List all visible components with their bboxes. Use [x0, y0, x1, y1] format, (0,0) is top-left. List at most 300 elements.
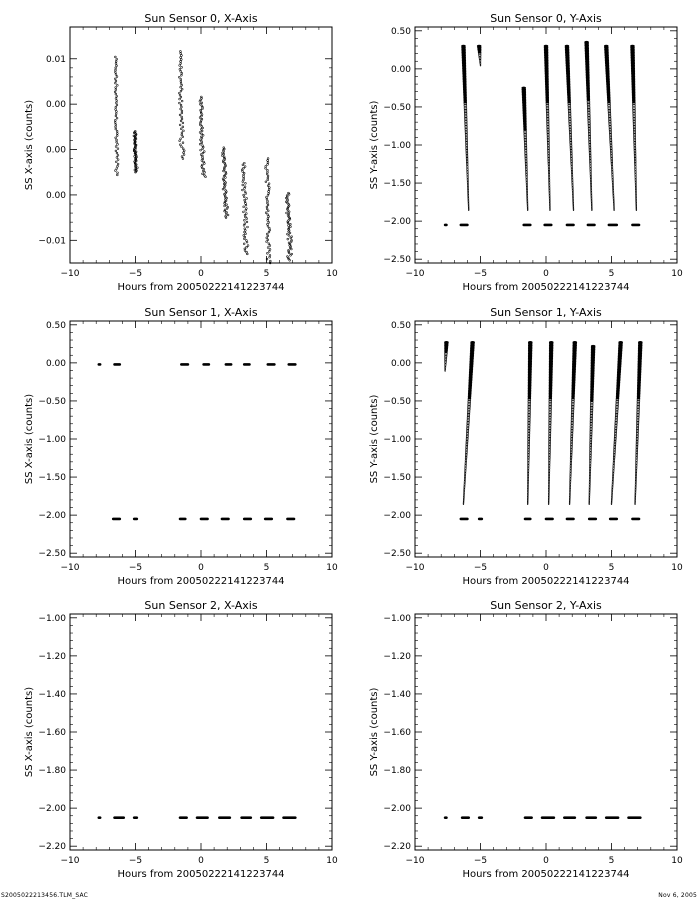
data-point: [181, 55, 183, 57]
x-tick-label: −5: [473, 563, 488, 573]
data-point: [181, 100, 183, 102]
data-streak: [461, 45, 469, 211]
data-point: [180, 57, 182, 59]
data-point: [115, 113, 117, 115]
data-point: [288, 234, 290, 236]
y-tick-label: 0.00: [45, 190, 66, 201]
y-tick-label: 0.50: [45, 320, 66, 331]
x-tick-label: 0: [198, 856, 204, 866]
data-point: [267, 171, 269, 173]
data-point: [288, 225, 290, 227]
x-tick-label: 5: [608, 856, 615, 866]
data-point: [115, 150, 117, 152]
footer-file-id: S2005022213456.TLM_SAC: [1, 892, 89, 899]
data-point: [115, 60, 117, 62]
data-point: [114, 82, 116, 84]
data-point: [223, 170, 225, 172]
data-point: [202, 173, 204, 175]
x-tick-label: −10: [405, 856, 425, 866]
data-point: [117, 159, 119, 161]
data-point: [268, 193, 270, 195]
data-point: [116, 139, 118, 141]
data-point: [224, 210, 226, 212]
data-point: [181, 132, 183, 134]
y-tick-label: −2.00: [383, 217, 411, 228]
data-point: [266, 237, 268, 239]
data-point: [266, 223, 268, 225]
data-point: [115, 89, 117, 91]
data-streak: [565, 45, 574, 211]
x-tick-label: 5: [263, 856, 270, 866]
data-streak: [589, 345, 595, 505]
data-point: [268, 243, 270, 245]
data-point: [266, 258, 268, 260]
data-point: [636, 209, 637, 211]
data-point: [202, 152, 204, 154]
data-point: [180, 138, 182, 140]
y-tick-label: −0.50: [383, 102, 411, 113]
data-point: [268, 183, 270, 185]
data-point: [116, 111, 118, 113]
data-point: [247, 226, 249, 228]
data-point: [290, 237, 292, 239]
chart-title: Sun Sensor 1, X-Axis: [144, 306, 258, 319]
data-point: [267, 179, 269, 181]
data-point: [289, 223, 291, 225]
chart-panel-5: [369, 599, 683, 880]
y-tick-label: −1.00: [383, 141, 411, 151]
y-tick-label: −1.40: [38, 689, 66, 700]
data-point: [179, 140, 181, 142]
data-point: [182, 158, 184, 160]
data-point: [117, 143, 119, 145]
y-tick-label: −1.20: [38, 651, 66, 662]
data-point: [117, 163, 119, 165]
data-point: [527, 503, 528, 505]
data-point: [246, 253, 248, 255]
data-point: [225, 213, 227, 215]
data-point: [242, 184, 244, 186]
data-point: [267, 185, 269, 187]
y-axis-label: SS X-axis (counts): [24, 99, 35, 191]
data-point: [246, 246, 248, 248]
data-point: [202, 148, 204, 150]
data-point: [203, 163, 205, 165]
x-tick-label: 10: [326, 563, 338, 573]
data-point: [265, 165, 267, 167]
data-point: [268, 187, 270, 189]
data-cluster: [285, 192, 292, 261]
plot-frame: [70, 321, 332, 557]
x-axis-label: Hours from 20050222141223744: [462, 282, 630, 293]
data-point: [268, 191, 270, 193]
x-tick-label: 10: [671, 563, 683, 573]
data-point: [268, 251, 270, 253]
y-tick-label: −1.60: [38, 728, 66, 738]
data-point: [199, 100, 201, 102]
data-point: [199, 143, 201, 145]
x-tick-label: −5: [128, 269, 143, 279]
data-point: [116, 76, 118, 78]
data-point: [243, 243, 245, 245]
data-point: [181, 116, 183, 118]
data-point: [266, 241, 268, 243]
data-point: [114, 122, 116, 124]
data-point: [268, 216, 270, 218]
x-tick-label: 0: [198, 269, 204, 279]
data-point: [183, 150, 185, 152]
y-tick-label: −1.00: [38, 613, 66, 624]
data-point: [201, 137, 203, 139]
data-point: [180, 53, 182, 55]
data-point: [115, 161, 117, 163]
y-tick-label: −2.50: [38, 549, 66, 560]
data-point: [548, 503, 549, 505]
x-tick-label: 0: [198, 563, 204, 573]
data-point: [266, 173, 268, 175]
data-point: [266, 198, 268, 200]
data-point: [527, 209, 528, 211]
data-point: [116, 95, 118, 97]
y-tick-label: −1.50: [38, 473, 66, 484]
data-point: [179, 94, 181, 96]
x-tick-label: −10: [60, 856, 80, 866]
x-tick-label: 0: [543, 856, 549, 866]
data-point: [179, 51, 181, 53]
data-point: [245, 204, 247, 206]
data-point: [267, 175, 269, 177]
data-point: [180, 74, 182, 76]
data-point: [222, 188, 224, 190]
data-point: [243, 206, 245, 208]
data-points: [445, 41, 639, 225]
data-point: [267, 210, 269, 212]
data-point: [205, 176, 207, 178]
data-point: [244, 187, 246, 189]
x-tick-label: 0: [543, 269, 549, 279]
x-tick-label: 10: [326, 856, 338, 866]
data-point: [181, 134, 183, 136]
data-point: [266, 233, 268, 235]
data-point: [227, 214, 229, 216]
y-tick-label: 0.00: [390, 358, 411, 369]
data-point: [201, 160, 203, 162]
data-streak: [544, 45, 550, 211]
data-point: [116, 65, 118, 67]
x-tick-label: 10: [671, 856, 683, 866]
x-axis-label: Hours from 20050222141223744: [117, 576, 285, 587]
x-tick-label: 5: [263, 563, 270, 573]
data-point: [269, 254, 271, 256]
chart-title: Sun Sensor 0, X-Axis: [144, 12, 258, 25]
y-axis-label: SS Y-axis (counts): [369, 394, 380, 484]
data-point: [269, 229, 271, 231]
x-axis-label: Hours from 20050222141223744: [117, 282, 285, 293]
data-point: [288, 211, 290, 213]
y-axis-label: SS Y-axis (counts): [369, 100, 380, 190]
data-point: [180, 108, 182, 110]
y-tick-label: 0.50: [390, 320, 411, 331]
data-point: [180, 78, 182, 80]
data-point: [569, 503, 570, 505]
y-tick-label: −0.50: [383, 396, 411, 407]
data-point: [115, 87, 117, 89]
data-streak: [630, 45, 636, 211]
data-point: [242, 164, 244, 166]
data-point: [179, 64, 181, 66]
data-point: [591, 209, 592, 211]
y-tick-label: −1.00: [383, 435, 411, 445]
data-point: [267, 225, 269, 227]
y-tick-label: −2.00: [383, 511, 411, 522]
y-tick-label: −2.50: [383, 549, 411, 560]
data-points: [99, 364, 296, 519]
data-point: [115, 137, 117, 139]
data-point: [115, 98, 117, 100]
data-point: [180, 104, 182, 106]
data-point: [267, 160, 269, 162]
data-cluster: [199, 96, 206, 178]
data-point: [182, 136, 184, 138]
y-tick-label: −1.80: [383, 766, 411, 777]
data-point: [244, 250, 246, 252]
data-point: [267, 239, 269, 241]
data-point: [116, 157, 118, 159]
data-point: [199, 131, 201, 133]
data-point: [179, 124, 181, 126]
data-point: [200, 149, 202, 151]
data-point: [468, 209, 469, 211]
data-cluster: [114, 56, 119, 176]
chart-panel-2: [24, 306, 338, 587]
y-tick-label: −0.01: [38, 236, 66, 247]
data-point: [115, 170, 117, 172]
y-tick-label: −2.00: [383, 804, 411, 815]
data-point: [635, 503, 636, 505]
data-point: [116, 104, 118, 106]
data-point: [116, 58, 118, 60]
x-tick-label: 10: [326, 269, 338, 279]
data-point: [115, 126, 117, 128]
data-point: [115, 63, 117, 65]
data-point: [225, 217, 227, 219]
data-point: [267, 235, 269, 237]
data-streak: [477, 45, 481, 66]
data-point: [181, 146, 183, 148]
data-point: [201, 142, 203, 144]
data-point: [181, 156, 183, 158]
data-point: [265, 167, 267, 169]
data-point: [115, 128, 117, 130]
data-point: [116, 130, 118, 132]
data-point: [182, 148, 184, 150]
data-point: [224, 205, 226, 207]
data-point: [265, 196, 267, 198]
data-point: [243, 219, 245, 221]
data-point: [267, 194, 269, 196]
x-axis-label: Hours from 20050222141223744: [462, 869, 630, 880]
data-point: [245, 209, 247, 211]
data-point: [116, 100, 118, 102]
chart-title: Sun Sensor 2, X-Axis: [144, 599, 258, 612]
data-point: [245, 233, 247, 235]
data-point: [286, 212, 288, 214]
data-point: [116, 117, 118, 119]
data-streak: [522, 87, 528, 211]
data-point: [115, 115, 117, 117]
data-point: [115, 67, 117, 69]
data-points: [444, 341, 642, 519]
data-point: [182, 122, 184, 124]
y-tick-label: −0.50: [38, 396, 66, 407]
data-point: [181, 84, 183, 86]
data-point: [268, 222, 270, 224]
data-point: [179, 114, 181, 116]
data-point: [287, 222, 289, 224]
data-point: [114, 119, 116, 121]
data-point: [204, 171, 206, 173]
data-point: [116, 135, 118, 137]
data-point: [221, 155, 223, 157]
data-point: [246, 221, 248, 223]
data-point: [243, 167, 245, 169]
data-point: [269, 249, 271, 251]
y-tick-label: −1.40: [383, 689, 411, 700]
data-point: [241, 189, 243, 191]
data-point: [445, 369, 446, 371]
data-point: [463, 503, 464, 505]
y-axis-label: SS X-axis (counts): [24, 393, 35, 485]
data-cluster: [178, 51, 185, 160]
data-point: [244, 216, 246, 218]
y-tick-label: −2.20: [38, 842, 66, 853]
data-point: [268, 227, 270, 229]
data-point: [116, 141, 118, 143]
data-point: [243, 224, 245, 226]
data-point: [180, 82, 182, 84]
y-tick-label: −1.00: [383, 613, 411, 624]
data-point: [178, 92, 180, 94]
data-point: [268, 189, 270, 191]
data-point: [115, 69, 117, 71]
data-point: [201, 133, 203, 135]
data-point: [266, 169, 268, 171]
data-point: [244, 182, 246, 184]
data-point: [269, 260, 271, 262]
data-point: [247, 245, 249, 247]
data-point: [201, 130, 203, 132]
data-point: [267, 220, 269, 222]
y-tick-label: −2.00: [38, 511, 66, 522]
chart-panel-4: [24, 599, 338, 880]
data-point: [226, 208, 228, 210]
y-tick-label: −2.20: [383, 842, 411, 853]
data-point: [243, 162, 245, 164]
y-tick-label: −1.20: [383, 651, 411, 662]
data-point: [115, 93, 117, 95]
y-axis-label: SS X-axis (counts): [24, 686, 35, 778]
data-point: [199, 117, 201, 119]
x-tick-label: −10: [60, 269, 80, 279]
data-streak: [611, 341, 623, 504]
data-point: [267, 214, 269, 216]
data-point: [181, 66, 183, 68]
data-point: [266, 252, 268, 254]
data-point: [183, 152, 185, 154]
y-tick-label: 0.00: [45, 100, 66, 111]
data-point: [115, 124, 117, 126]
plot-frame: [415, 614, 677, 850]
data-point: [269, 256, 271, 258]
data-point: [267, 162, 269, 164]
data-point: [290, 241, 292, 243]
data-point: [266, 208, 268, 210]
y-tick-label: −1.50: [383, 473, 411, 484]
data-point: [268, 231, 270, 233]
data-point: [180, 96, 182, 98]
data-point: [611, 503, 612, 505]
plot-frame: [70, 614, 332, 850]
data-streak: [527, 341, 532, 504]
data-point: [224, 202, 226, 204]
data-streak: [548, 341, 553, 504]
data-streak: [444, 341, 448, 371]
y-tick-label: −1.80: [38, 766, 66, 777]
y-tick-label: 0.00: [390, 64, 411, 75]
data-point: [179, 98, 181, 100]
chart-title: Sun Sensor 0, Y-Axis: [490, 12, 602, 25]
data-point: [269, 245, 271, 247]
data-point: [288, 252, 290, 254]
data-point: [181, 110, 183, 112]
data-point: [267, 164, 269, 166]
x-tick-label: −10: [405, 269, 425, 279]
data-point: [180, 70, 182, 72]
y-tick-label: −1.50: [383, 179, 411, 190]
data-point: [246, 241, 248, 243]
data-cluster: [265, 158, 272, 264]
data-point: [202, 134, 204, 136]
data-point: [181, 88, 183, 90]
data-streak: [635, 341, 643, 504]
y-tick-label: 0.00: [45, 145, 66, 156]
data-streak: [463, 341, 475, 504]
x-tick-label: −5: [473, 856, 488, 866]
x-tick-label: 5: [263, 269, 270, 279]
data-point: [117, 148, 119, 150]
data-point: [267, 158, 269, 160]
data-point: [288, 193, 290, 195]
x-tick-label: −5: [128, 563, 143, 573]
data-point: [243, 238, 245, 240]
data-point: [267, 218, 269, 220]
data-point: [117, 154, 119, 156]
data-point: [180, 90, 182, 92]
data-point: [116, 84, 118, 86]
data-point: [573, 209, 574, 211]
data-cluster: [241, 162, 249, 255]
data-point: [290, 254, 292, 256]
data-point: [116, 152, 118, 154]
x-tick-label: 5: [608, 563, 615, 573]
data-point: [614, 209, 615, 211]
y-tick-label: −2.00: [38, 804, 66, 815]
y-tick-label: 0.50: [390, 26, 411, 37]
data-point: [178, 76, 180, 78]
data-point: [116, 174, 118, 176]
data-streak: [585, 41, 593, 210]
data-cluster: [133, 130, 138, 173]
